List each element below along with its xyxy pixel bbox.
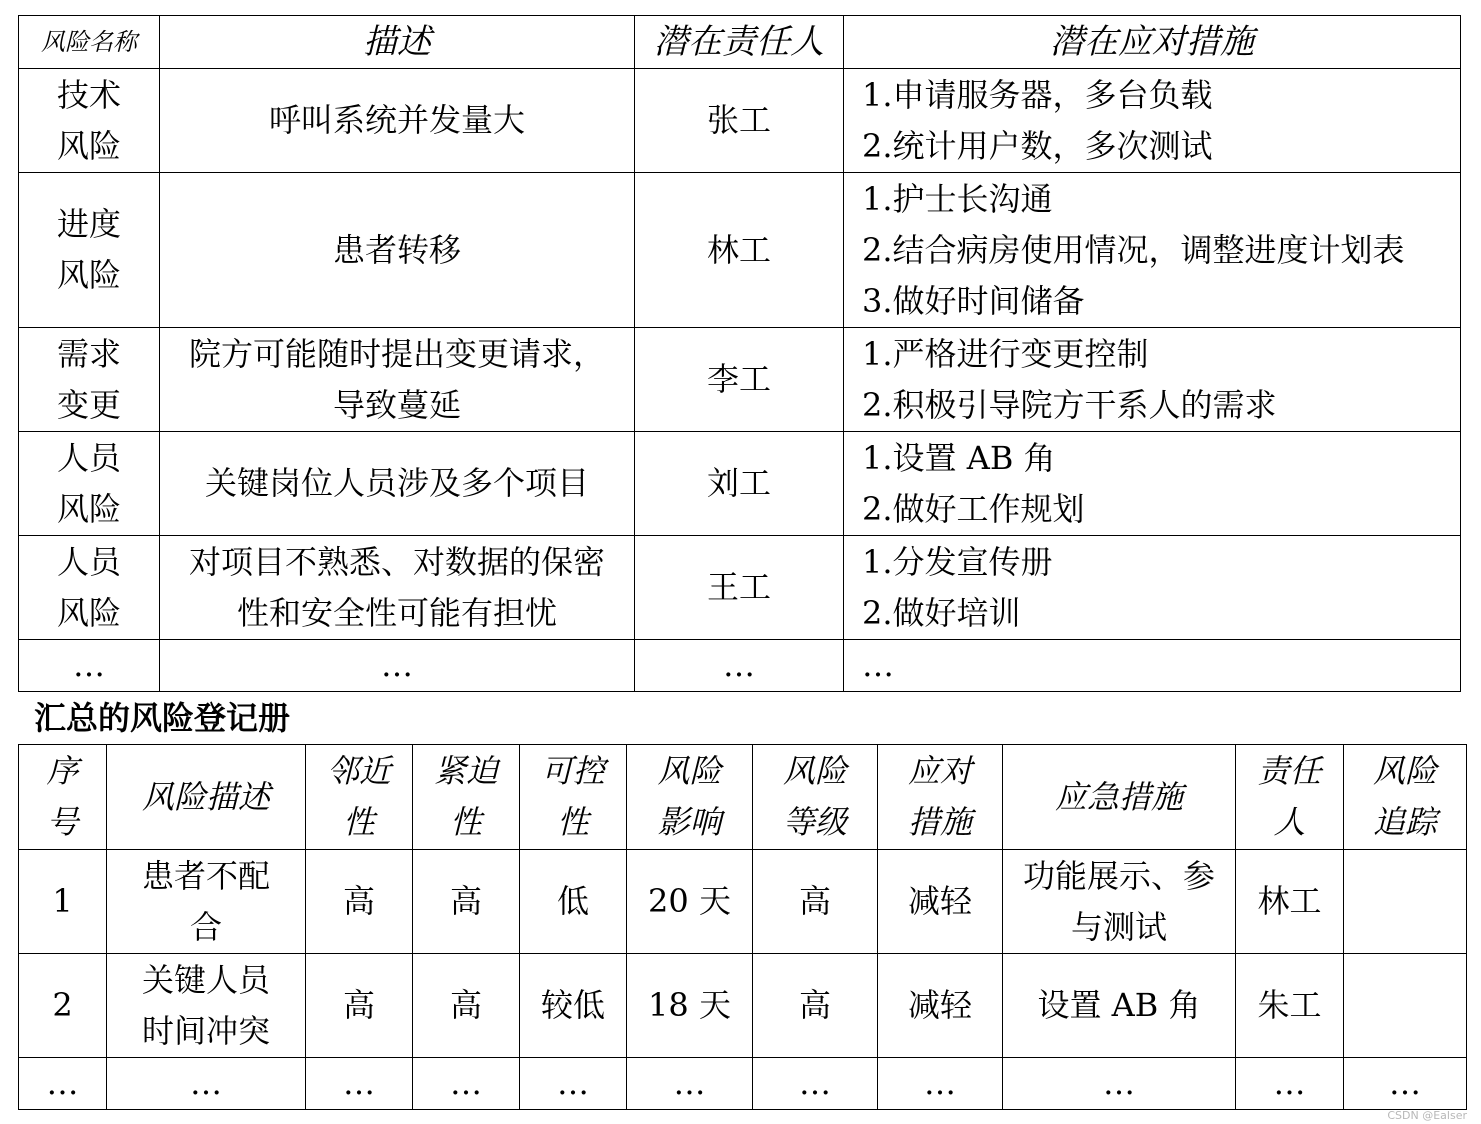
contingency-line: 功能展示、参 xyxy=(1022,856,1215,895)
ellipsis-cell: … xyxy=(520,1058,627,1110)
description-cell xyxy=(160,432,635,536)
description-line: 对项目不熟悉、对数据的保密 xyxy=(188,542,605,581)
owner-cell: 李工 xyxy=(635,328,844,432)
risk-name-cell xyxy=(19,536,160,640)
number-cell: 1 xyxy=(19,850,107,954)
measures-cell xyxy=(844,69,1461,173)
header-controllability xyxy=(520,745,627,850)
header-risk-description: 风险描述 xyxy=(107,745,306,850)
ellipsis-cell: … xyxy=(878,1058,1003,1110)
ellipsis-cell: … xyxy=(627,1058,753,1110)
risk-table xyxy=(18,15,1461,692)
measure-line: 2.积极引导院方干系人的需求 xyxy=(862,385,1277,424)
header-line: 追踪 xyxy=(1372,803,1437,841)
measures-cell xyxy=(844,173,1461,328)
response-cell: 减轻 xyxy=(878,954,1003,1058)
ellipsis-cell: … xyxy=(635,640,844,692)
header-potential-measures: 潜在应对措施 xyxy=(844,16,1461,69)
description-line: 呼叫系统并发量大 xyxy=(268,101,525,139)
measures-cell xyxy=(844,328,1461,432)
description-cell xyxy=(160,69,635,173)
risk-name-cell xyxy=(19,69,160,173)
ellipsis-cell: … xyxy=(1344,1058,1467,1110)
risk-register-table xyxy=(18,744,1467,1110)
urgency-cell: 高 xyxy=(413,850,520,954)
owner-cell: 林工 xyxy=(635,173,844,328)
ellipsis-cell: … xyxy=(107,1058,306,1110)
table-row xyxy=(19,432,1461,536)
ellipsis-cell: … xyxy=(1003,1058,1236,1110)
impact-cell: 18 天 xyxy=(627,954,753,1058)
header-line: 风险 xyxy=(782,752,847,790)
measures-cell xyxy=(844,432,1461,536)
risk-name-line: 变更 xyxy=(56,385,121,424)
measure-line: 2.结合病房使用情况，调整进度计划表 xyxy=(862,230,1405,269)
header-line: 风险 xyxy=(657,752,722,790)
owner-cell: 林工 xyxy=(1236,850,1344,954)
proximity-cell: 高 xyxy=(306,954,413,1058)
header-line: 可控 xyxy=(540,752,605,790)
description-line: 时间冲突 xyxy=(141,1011,270,1050)
header-line: 风险 xyxy=(1372,752,1437,790)
description-line: 关键岗位人员涉及多个项目 xyxy=(204,464,589,502)
response-cell: 减轻 xyxy=(878,850,1003,954)
level-cell: 高 xyxy=(753,850,878,954)
ellipsis-row xyxy=(19,640,1461,692)
level-cell: 高 xyxy=(753,954,878,1058)
owner-cell: 朱工 xyxy=(1236,954,1344,1058)
description-cell xyxy=(160,536,635,640)
risk-name-line: 人员 xyxy=(56,542,121,581)
tracking-cell xyxy=(1344,850,1467,954)
controllability-cell: 低 xyxy=(520,850,627,954)
measure-line: 1.护士长沟通 xyxy=(862,179,1053,218)
ellipsis-cell: … xyxy=(753,1058,878,1110)
tracking-cell xyxy=(1344,954,1467,1058)
risk-table-header-row xyxy=(19,16,1461,69)
header-owner xyxy=(1236,745,1344,850)
table-row xyxy=(19,536,1461,640)
header-tracking xyxy=(1344,745,1467,850)
ellipsis-cell: … xyxy=(413,1058,520,1110)
contingency-cell xyxy=(1003,850,1236,954)
header-contingency: 应急措施 xyxy=(1003,745,1236,850)
risk-description-cell xyxy=(107,850,306,954)
risk-name-line: 人员 xyxy=(56,438,121,477)
register-header-row xyxy=(19,745,1467,850)
description-cell xyxy=(160,328,635,432)
table-row xyxy=(19,954,1467,1058)
owner-cell: 张工 xyxy=(635,69,844,173)
risk-name-cell xyxy=(19,432,160,536)
measure-line: 1.严格进行变更控制 xyxy=(862,334,1149,373)
header-line: 措施 xyxy=(907,803,972,841)
risk-name-line: 进度 xyxy=(56,205,121,243)
header-line: 序 xyxy=(46,752,79,790)
risk-name-line: 风险 xyxy=(56,126,121,165)
header-potential-owner: 潜在责任人 xyxy=(635,16,844,69)
contingency-cell: 设置 AB 角 xyxy=(1003,954,1236,1058)
risk-name-line: 需求 xyxy=(56,334,121,373)
header-line: 性 xyxy=(556,803,589,841)
header-line: 应对 xyxy=(907,752,972,790)
header-proximity xyxy=(306,745,413,850)
ellipsis-cell: … xyxy=(19,1058,107,1110)
ellipsis-cell: … xyxy=(844,640,1461,692)
description-line: 患者不配 xyxy=(141,856,270,895)
risk-name-line: 风险 xyxy=(56,593,121,632)
measure-line: 2.做好培训 xyxy=(862,593,1021,632)
controllability-cell: 较低 xyxy=(520,954,627,1058)
header-risk-impact xyxy=(627,745,753,850)
header-description: 描述 xyxy=(160,16,635,69)
owner-cell: 王工 xyxy=(635,536,844,640)
description-line: 患者转移 xyxy=(332,230,461,269)
risk-name-cell xyxy=(19,328,160,432)
description-line: 导致蔓延 xyxy=(332,385,461,424)
measures-cell xyxy=(844,536,1461,640)
header-line: 性 xyxy=(342,803,375,841)
measure-line: 1.分发宣传册 xyxy=(862,542,1053,581)
description-cell xyxy=(160,173,635,328)
contingency-line: 与测试 xyxy=(1070,907,1167,946)
header-response xyxy=(878,745,1003,850)
measure-line: 1.申请服务器，多台负载 xyxy=(862,75,1213,114)
proximity-cell: 高 xyxy=(306,850,413,954)
header-number xyxy=(19,745,107,850)
header-risk-name: 风险名称 xyxy=(19,16,160,69)
register-title: 汇总的风险登记册 xyxy=(34,699,291,737)
header-line: 紧迫 xyxy=(433,752,498,790)
table-row xyxy=(19,328,1461,432)
measure-line: 3.做好时间储备 xyxy=(862,281,1085,320)
header-urgency xyxy=(413,745,520,850)
watermark: CSDN @Ealser xyxy=(1387,1109,1467,1122)
description-line: 院方可能随时提出变更请求， xyxy=(188,334,605,373)
risk-name-line: 技术 xyxy=(56,75,121,114)
owner-cell: 刘工 xyxy=(635,432,844,536)
number-cell: 2 xyxy=(19,954,107,1058)
header-line: 性 xyxy=(449,803,482,841)
description-line: 性和安全性可能有担忧 xyxy=(236,593,557,632)
risk-name-cell xyxy=(19,173,160,328)
measure-line: 2.统计用户数，多次测试 xyxy=(862,126,1213,165)
measure-line: 2.做好工作规划 xyxy=(862,489,1085,528)
description-line: 合 xyxy=(189,907,222,946)
table-row xyxy=(19,173,1461,328)
ellipsis-cell: … xyxy=(160,640,635,692)
measure-line: 1.设置 AB 角 xyxy=(862,438,1056,477)
header-line: 责任 xyxy=(1257,752,1322,790)
ellipsis-cell: … xyxy=(19,640,160,692)
header-risk-level xyxy=(753,745,878,850)
description-line: 关键人员 xyxy=(141,960,270,999)
risk-description-cell xyxy=(107,954,306,1058)
risk-name-line: 风险 xyxy=(56,256,121,294)
header-line: 号 xyxy=(46,803,79,841)
table-row xyxy=(19,850,1467,954)
header-line: 人 xyxy=(1273,803,1306,841)
risk-name-line: 风险 xyxy=(56,489,121,528)
ellipsis-row xyxy=(19,1058,1467,1110)
ellipsis-cell: … xyxy=(306,1058,413,1110)
urgency-cell: 高 xyxy=(413,954,520,1058)
table-row xyxy=(19,69,1461,173)
header-line: 影响 xyxy=(657,803,722,841)
ellipsis-cell: … xyxy=(1236,1058,1344,1110)
header-line: 邻近 xyxy=(326,752,391,790)
impact-cell: 20 天 xyxy=(627,850,753,954)
header-line: 等级 xyxy=(782,803,847,841)
